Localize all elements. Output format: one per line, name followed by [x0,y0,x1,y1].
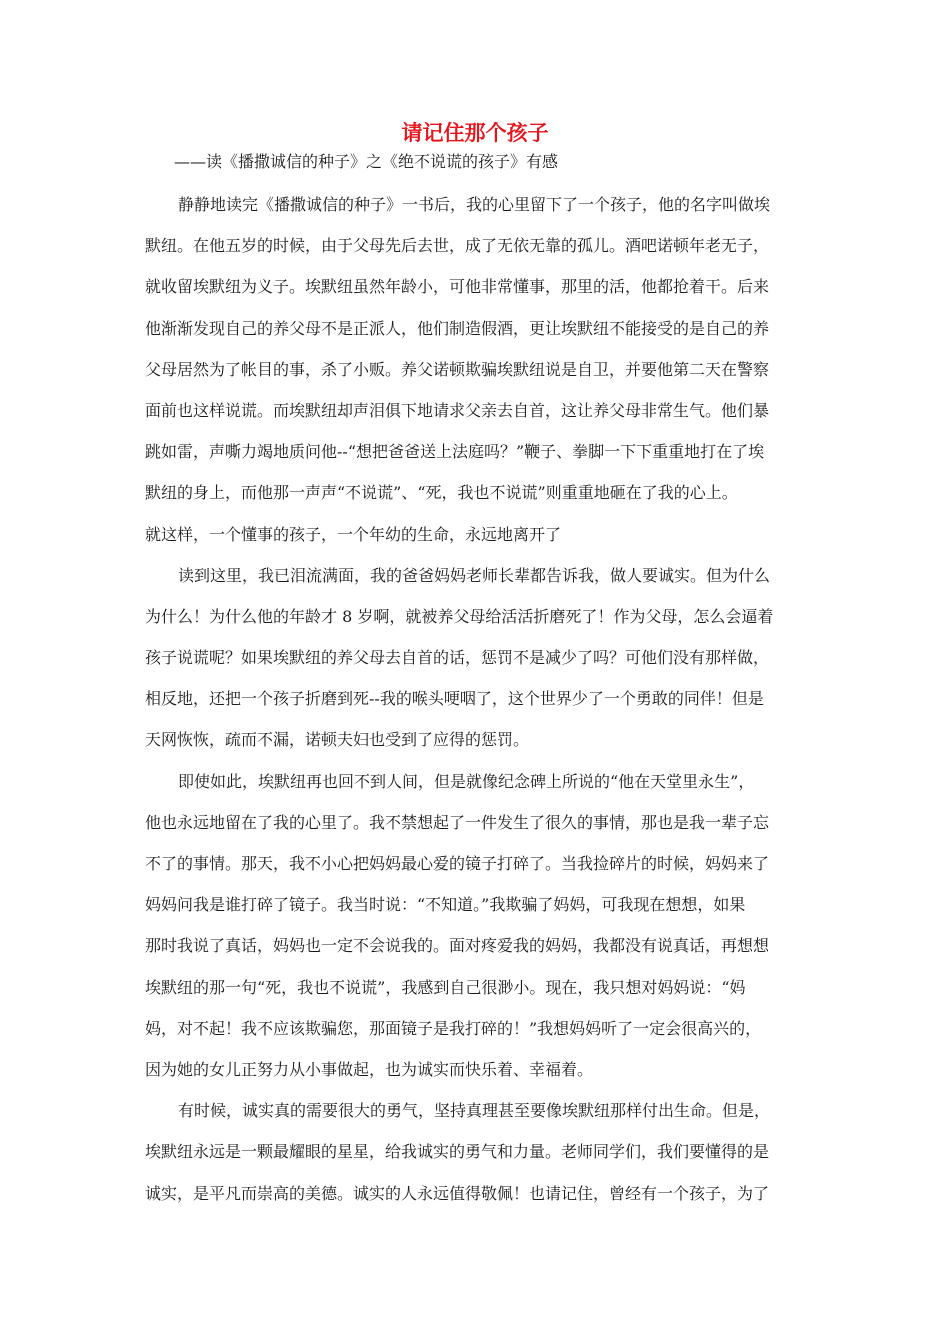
paragraph-line: 他也永远地留在了我的心里了。我不禁想起了一件发生了很久的事情，那也是我一辈子忘 [145,812,770,832]
paragraph-line: 就收留埃默纽为义子。埃默纽虽然年龄小，可他非常懂事，那里的活，他都抢着干。后来 [145,277,770,297]
paragraph-line: 妈，对不起！我不应该欺骗您，那面镜子是我打碎的！”我想妈妈听了一定会很高兴的， [145,1018,762,1038]
paragraph-line: 静静地读完《播撒诚信的种子》一书后，我的心里留下了一个孩子，他的名字叫做埃 [178,195,771,214]
paragraph-line: 为什么！为什么他的年龄才 8 岁啊，就被养父母给活活折磨死了！作为父母，怎么会逼着 [145,606,774,626]
paragraph-line: 埃默纽永远是一颗最耀眼的星星，给我诚实的勇气和力量。老师同学们，我们要懂得的是 [145,1142,770,1162]
paragraph [145,761,810,1091]
paragraph-line: 相反地，还把一个孩子折磨到死--我的喉头哽咽了，这个世界少了一个勇敢的同伴！但是 [145,689,764,709]
paragraph-line: 就这样，一个懂事的孩子，一个年幼的生命，永远地离开了 [145,524,562,544]
paragraph-line: 默纽。在他五岁的时候，由于父母先后去世，成了无依无靠的孤儿。酒吧诺顿年老无子， [145,236,770,256]
document-title: 请记住那个孩子 [401,121,549,145]
document-body [145,184,810,1214]
paragraph [145,1090,810,1214]
paragraph-line: 不了的事情。那天，我不小心把妈妈最心爱的镜子打碎了。当我捡碎片的时候，妈妈来了 [145,854,770,873]
paragraph-line: 面前也这样说谎。而埃默纽却声泪俱下地请求父亲去自首，这让养父母非常生气。他们暴 [145,400,770,420]
document-subtitle: ——读《播撒诚信的种子》之《绝不说谎的孩子》有感 [174,152,559,171]
paragraph-line: 因为她的女儿正努力从小事做起，也为诚实而快乐着、幸福着。 [145,1059,594,1079]
paragraph-line: 那时我说了真话，妈妈也一定不会说我的。面对疼爱我的妈妈，我都没有说真话，再想想 [145,936,770,956]
paragraph-line: 孩子说谎呢？如果埃默纽的养父母去自首的话，惩罚不是减少了吗？可他们没有那样做， [145,648,770,668]
paragraph-line: 天网恢恢，疏而不漏，诺顿夫妇也受到了应得的惩罚。 [145,730,530,750]
paragraph-line: 即使如此，埃默纽再也回不到人间，但是就像纪念碑上所说的“他在天堂里永生”， [178,771,755,791]
paragraph-line: 他渐渐发现自己的养父母不是正派人，他们制造假酒，更让埃默纽不能接受的是自己的养 [145,318,770,338]
paragraph-line: 默纽的身上，而他那一声声“不说谎”、“死，我也不说谎”则重重地砸在了我的心上。 [145,483,738,503]
paragraph [145,184,810,555]
paragraph-line: 妈妈问我是谁打碎了镜子。我当时说：“不知道。”我欺骗了妈妈，可我现在想想，如果 [145,895,746,915]
paragraph [145,555,810,761]
paragraph-line: 有时候，诚实真的需要很大的勇气，坚持真理甚至要像埃默纽那样付出生命。但是， [178,1101,771,1121]
paragraph-line: 跳如雷，声嘶力竭地质问他--“想把爸爸送上法庭吗？”鞭子、拳脚一下下重重地打在了埃 [145,442,765,462]
paragraph-line: 埃默纽的那一句“死，我也不说谎”，我感到自己很渺小。现在，我只想对妈妈说：“妈 [145,977,746,997]
paragraph-line: 诚实，是平凡而崇高的美德。诚实的人永远值得敬佩！也请记住，曾经有一个孩子，为了 [145,1183,770,1203]
paragraph-line: 父母居然为了帐目的事，杀了小贩。养父诺顿欺骗埃默纽说是自卫，并要他第二天在警察 [145,359,770,379]
paragraph-line: 读到这里，我已泪流满面，我的爸爸妈妈老师长辈都告诉我，做人要诚实。但为什么 [178,565,771,585]
